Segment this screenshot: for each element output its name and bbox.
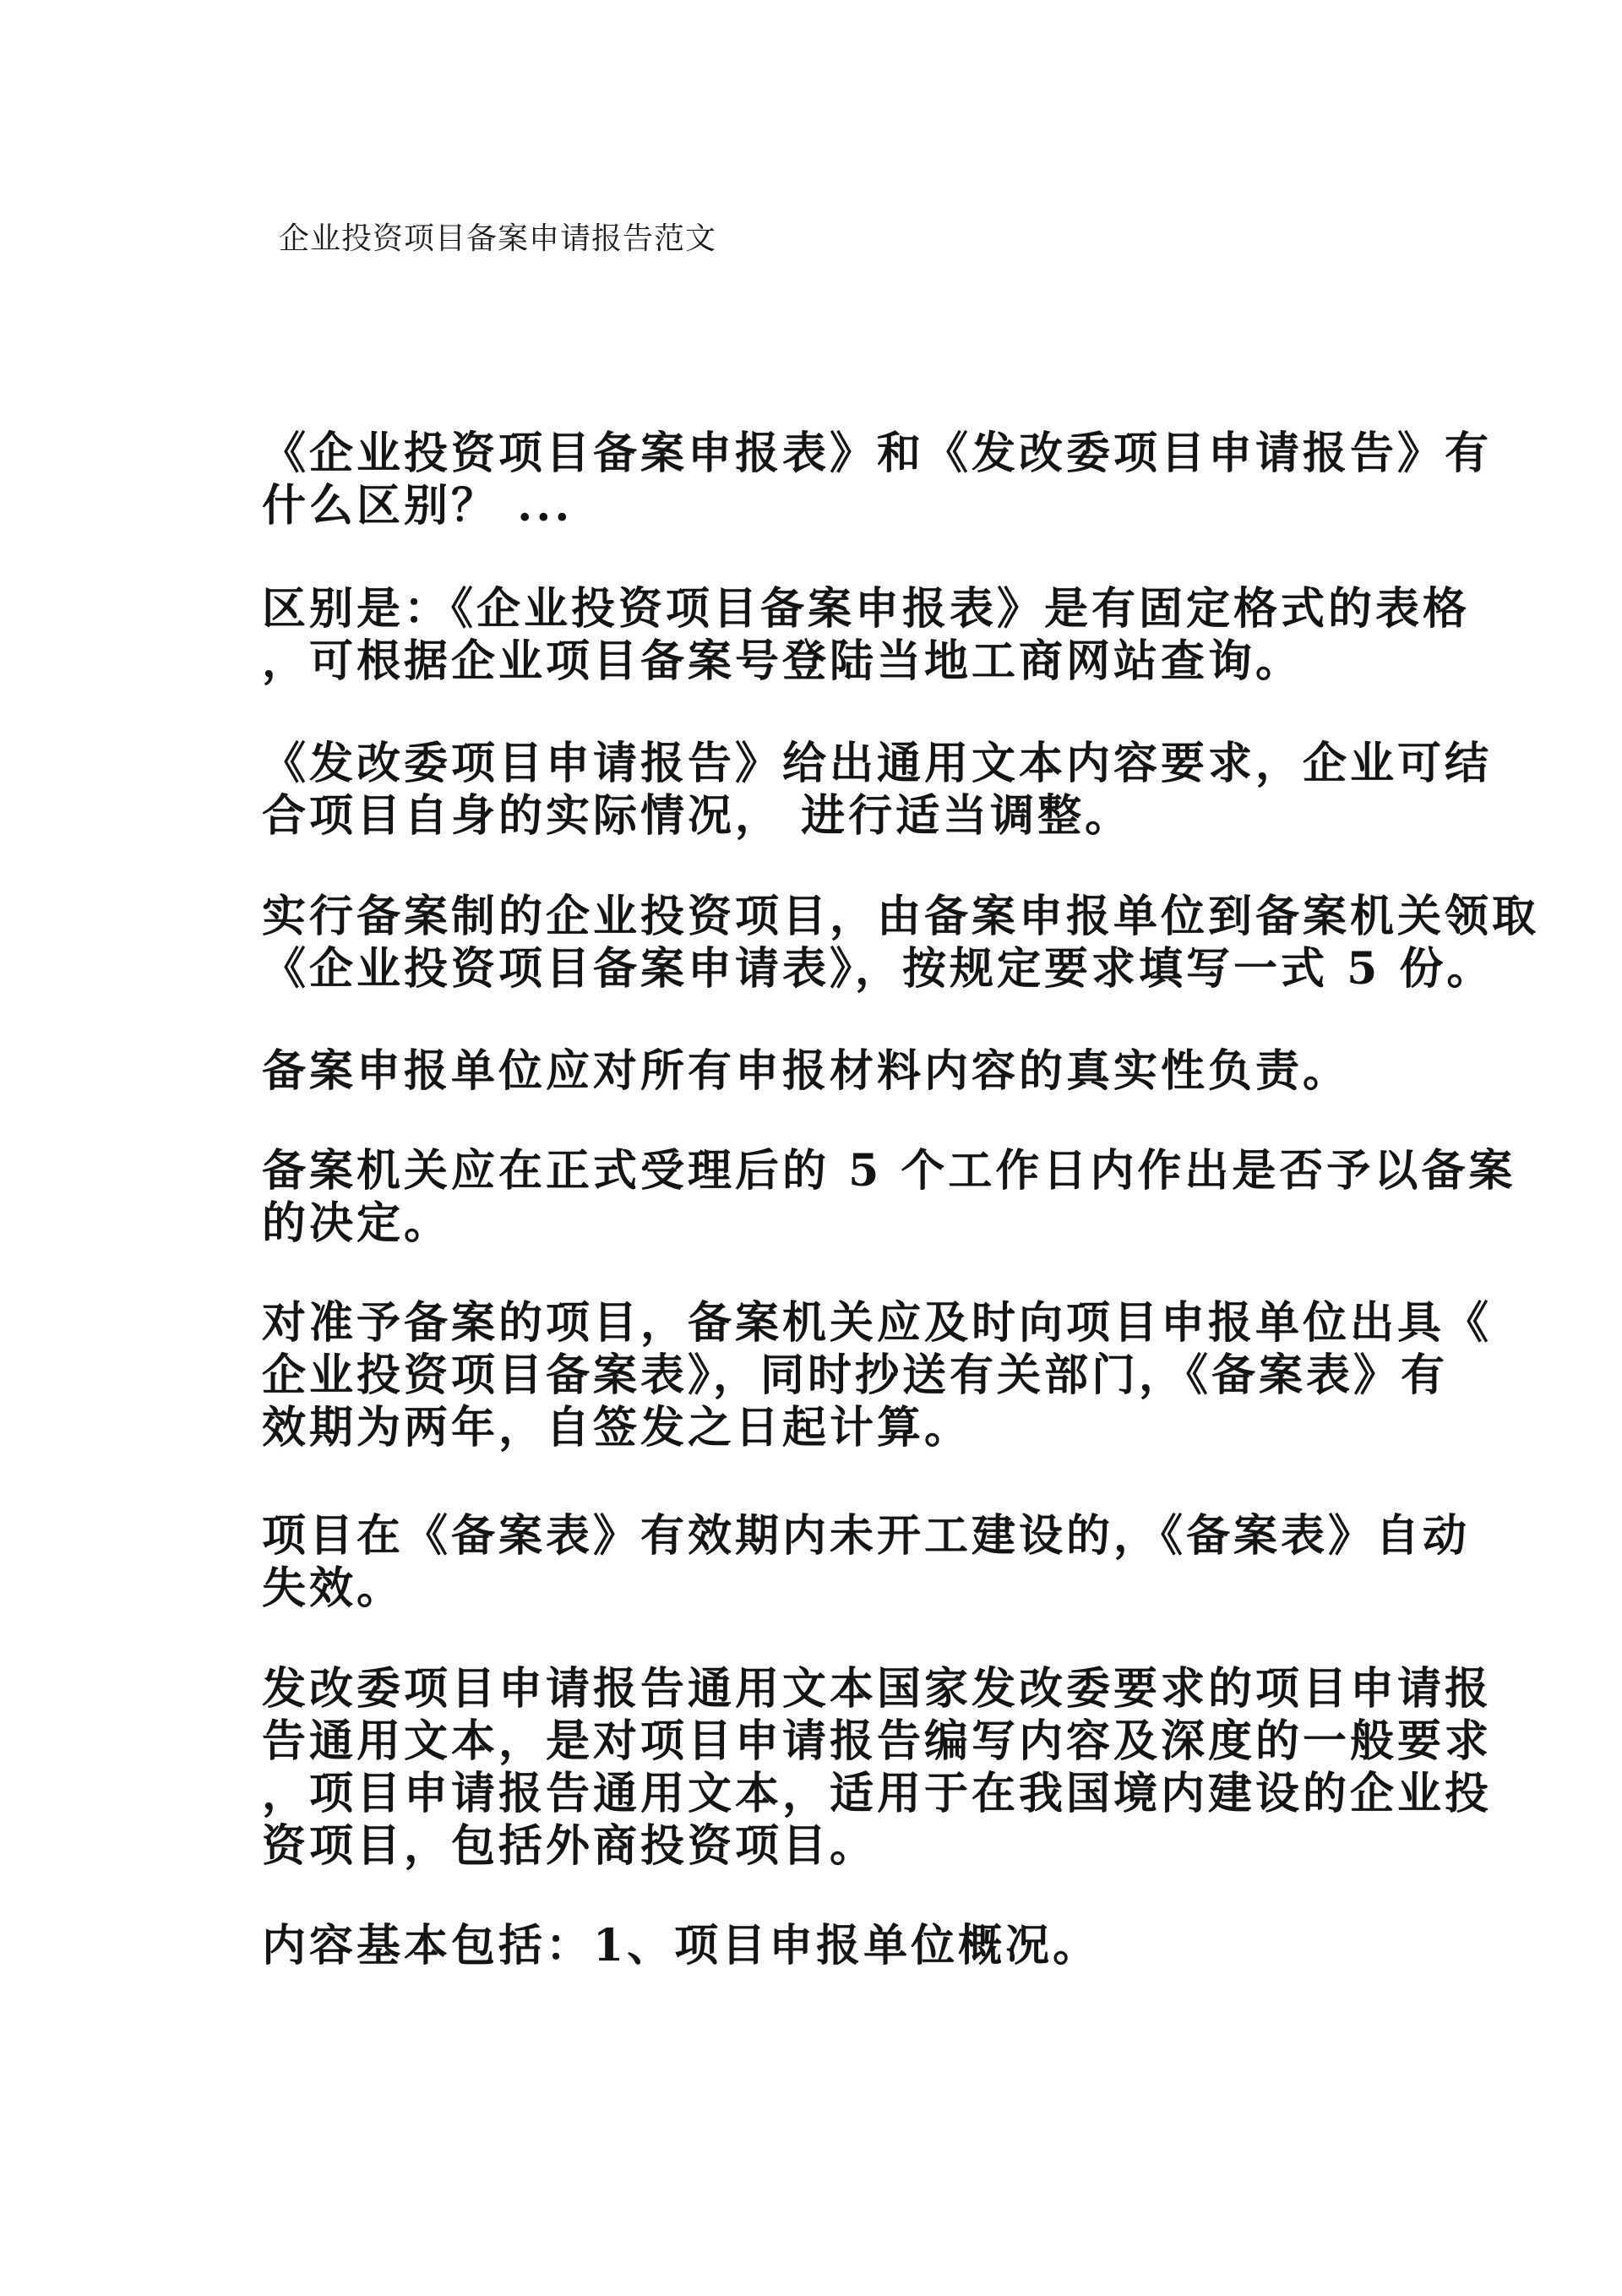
paragraph-line: 实行备案制的企业投资项目，由备案申报单位到备案机关领取 bbox=[262, 891, 1540, 942]
paragraph-line: 《企业投资项目备案申请表》，按规定要求填写一式 5 份。 bbox=[262, 943, 1494, 995]
paragraph-6 bbox=[262, 1145, 1516, 1250]
paragraph-line: 备案申报单位应对所有申报材料内容的真实性负责。 bbox=[262, 1045, 1351, 1097]
document-title: 企业投资项目备案申请报告范文 bbox=[279, 221, 717, 256]
paragraph-line: 项目在《备案表》有效期内未开工建设的，《备案表》自动 bbox=[262, 1510, 1471, 1562]
paragraph-line: ，项目申请报告通用文本，适用于在我国境内建设的企业投 bbox=[262, 1768, 1493, 1819]
paragraph-line: 备案机关应在正式受理后的 5 个工作日内作出是否予以备案 bbox=[262, 1145, 1516, 1197]
paragraph-1 bbox=[262, 428, 1512, 532]
paragraph-3 bbox=[262, 738, 1512, 843]
paragraph-10 bbox=[262, 1920, 1512, 1972]
paragraph-line: 《发改委项目申请报告》给出通用文本内容要求，企业可结 bbox=[262, 738, 1493, 789]
paragraph-line: 《企业投资项目备案申报表》和《发改委项目申请报告》有 bbox=[262, 428, 1493, 479]
paragraph-line: 企业投资项目备案表》，同时抄送有关部门，《备案表》有 bbox=[262, 1350, 1449, 1401]
paragraph-line: ，可根据企业项目备案号登陆当地工商网站查询。 bbox=[262, 635, 1304, 687]
paragraph-line: 内容基本包括：1、项目申报单位概况。 bbox=[262, 1920, 1101, 1972]
paragraph-line: 对准予备案的项目，备案机关应及时向项目申报单位出具《 bbox=[262, 1297, 1493, 1349]
paragraph-2 bbox=[262, 583, 1512, 688]
paragraph-5 bbox=[262, 1045, 1512, 1098]
paragraph-4 bbox=[262, 891, 1540, 995]
paragraph-line: 效期为两年，自签发之日起计算。 bbox=[262, 1402, 972, 1453]
paragraph-line: 发改委项目申请报告通用文本国家发改委要求的项目申请报 bbox=[262, 1663, 1493, 1715]
paragraph-line: 资项目，包括外商投资项目。 bbox=[262, 1820, 878, 1872]
paragraph-8 bbox=[262, 1510, 1512, 1615]
paragraph-7 bbox=[262, 1297, 1512, 1454]
paragraph-line: 区别是：《企业投资项目备案申报表》是有固定格式的表格 bbox=[262, 583, 1471, 635]
paragraph-line: 什么区别？ ... bbox=[262, 480, 574, 532]
paragraph-line: 的决定。 bbox=[262, 1197, 452, 1249]
paragraph-line: 失效。 bbox=[262, 1562, 405, 1614]
paragraph-line: 告通用文本，是对项目申请报告编写内容及深度的一般要求 bbox=[262, 1715, 1493, 1767]
paragraph-line: 合项目自身的实际情况， 进行适当调整。 bbox=[262, 790, 1133, 842]
paragraph-9 bbox=[262, 1663, 1512, 1873]
